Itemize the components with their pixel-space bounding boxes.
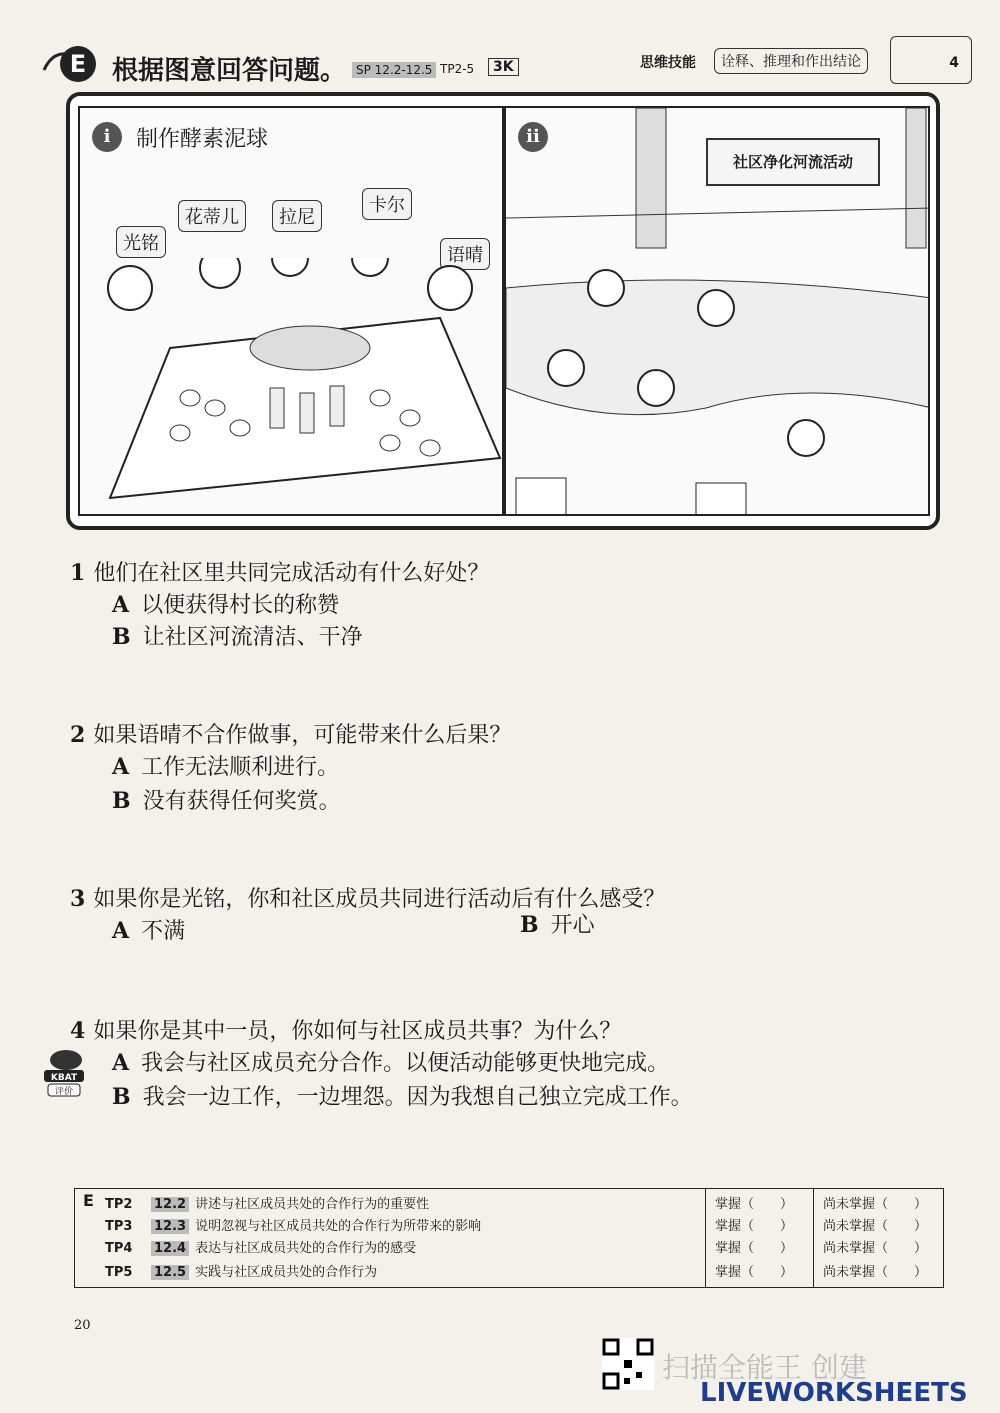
mastered-check[interactable]: 掌握（ ） — [715, 1241, 794, 1256]
svg-text:KBAT: KBAT — [50, 1073, 78, 1083]
not-mastered-check[interactable]: 尚未掌握（ ） — [823, 1197, 928, 1212]
not-mastered-check[interactable]: 尚未掌握（ ） — [823, 1241, 928, 1256]
option-3b[interactable]: B 开心 — [520, 912, 595, 938]
name-label: 卡尔 — [362, 188, 412, 220]
svg-text:E: E — [69, 50, 87, 78]
option-2a[interactable]: A 工作无法顺利进行。 — [112, 754, 340, 780]
page-tag: 4 — [890, 36, 972, 84]
roman-ii: ii — [518, 122, 548, 152]
name-label: 语晴 — [440, 238, 490, 270]
page-number: 20 — [74, 1318, 91, 1333]
illustration-frame — [66, 92, 940, 530]
option-3a[interactable]: A 不满 — [112, 918, 186, 944]
scanner-watermark: 扫描全能王 创建 — [662, 1351, 867, 1384]
k-level: 3K — [488, 58, 519, 76]
table-letter: E — [83, 1191, 94, 1210]
svg-text:评价: 评价 — [54, 1087, 74, 1097]
table-row: TP2 12.2 讲述与社区成员共处的合作行为的重要性 — [105, 1197, 430, 1212]
option-2b[interactable]: B 没有获得任何奖赏。 — [112, 788, 341, 814]
mastered-check[interactable]: 掌握（ ） — [715, 1197, 794, 1212]
not-mastered-check[interactable]: 尚未掌握（ ） — [823, 1219, 928, 1234]
panel-ii — [504, 106, 930, 516]
assessment-table — [74, 1188, 944, 1288]
mastered-check[interactable]: 掌握（ ） — [715, 1219, 794, 1234]
tp-code: TP2-5 — [440, 62, 475, 76]
section-title: 根据图意回答问题。 — [112, 56, 347, 86]
name-label: 花蒂儿 — [178, 200, 246, 232]
name-label: 光铭 — [116, 226, 166, 258]
option-4a[interactable]: A 我会与社区成员充分合作。以便活动能够更快地完成。 — [112, 1050, 670, 1076]
liveworksheets-logo: LIVEWORKSHEETS — [700, 1378, 968, 1408]
question-1: 1 他们在社区里共同完成活动有什么好处？ — [70, 560, 490, 586]
qr-code-icon — [602, 1338, 654, 1390]
mudball-scene-illustration — [80, 258, 504, 516]
table-row: TP5 12.5 实践与社区成员共处的合作行为 — [105, 1265, 378, 1280]
panel-i — [78, 106, 504, 516]
skill-detail: 诠释、推理和作出结论 — [714, 48, 868, 74]
table-row: TP3 12.3 说明忽视与社区成员共处的合作行为所带来的影响 — [105, 1219, 482, 1234]
event-banner: 社区净化河流活动 — [706, 138, 880, 186]
panel-i-title: 制作酵素泥球 — [136, 127, 269, 152]
table-row: TP4 12.4 表达与社区成员共处的合作行为的感受 — [105, 1241, 417, 1256]
question-3: 3 如果你是光铭，你和社区成员共同进行活动后有什么感受？ — [70, 886, 666, 912]
mastered-check[interactable]: 掌握（ ） — [715, 1265, 794, 1280]
river-cleanup-illustration — [506, 108, 930, 516]
option-1b[interactable]: B 让社区河流清洁、干净 — [112, 624, 363, 650]
option-4b[interactable]: B 我会一边工作，一边埋怨。因为我想自己独立完成工作。 — [112, 1084, 693, 1110]
section-header — [40, 40, 970, 90]
section-e-icon — [40, 40, 98, 86]
kbat-brain-icon — [44, 1050, 84, 1100]
roman-i: i — [92, 122, 122, 152]
not-mastered-check[interactable]: 尚未掌握（ ） — [823, 1265, 928, 1280]
option-1a[interactable]: A 以便获得村长的称赞 — [112, 592, 340, 618]
name-label: 拉尼 — [272, 200, 322, 232]
sp-code: SP 12.2-12.5 — [352, 62, 436, 78]
question-2: 2 如果语晴不合作做事，可能带来什么后果？ — [70, 722, 512, 748]
question-4: 4 如果你是其中一员，你如何与社区成员共事？为什么？ — [70, 1018, 622, 1044]
skill-label: 思维技能 — [640, 55, 696, 71]
